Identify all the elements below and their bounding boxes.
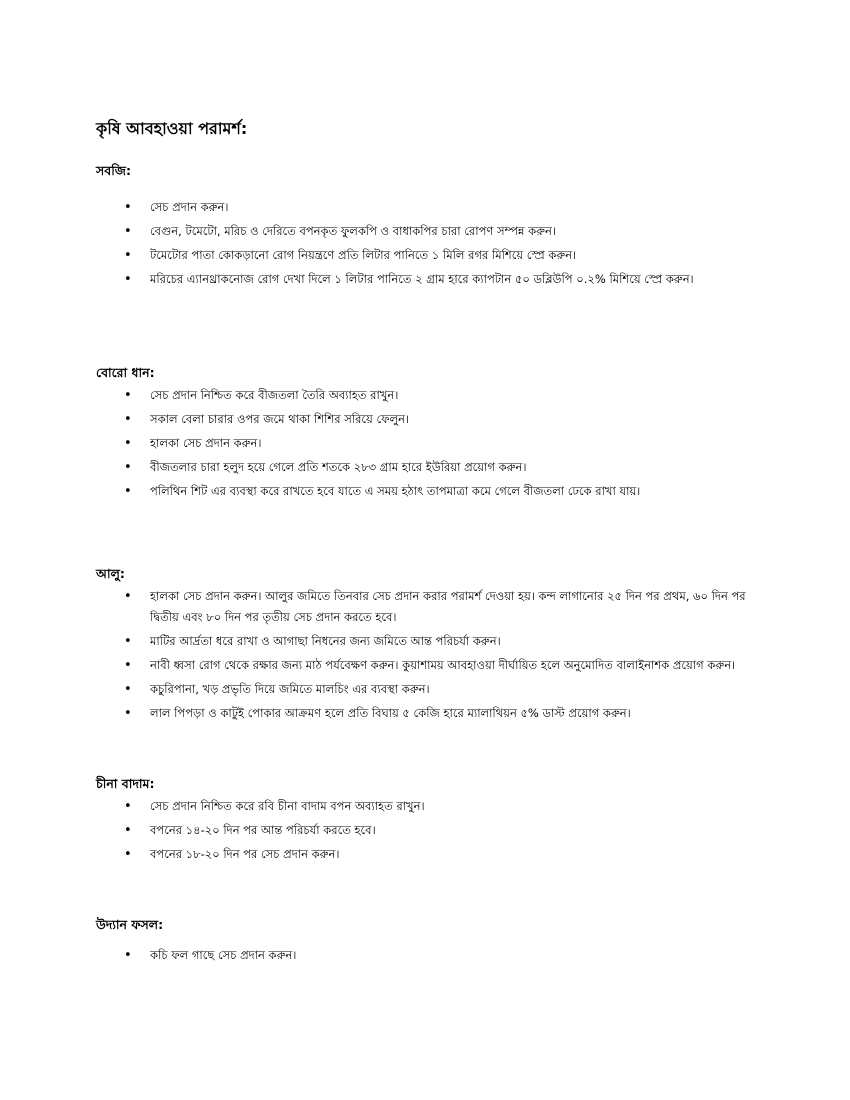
page-title: কৃষি আবহাওয়া পরামর্শ: <box>96 119 248 138</box>
section-heading: বোরো ধান: <box>96 365 155 380</box>
list-item: • সেচ প্রদান নিশ্চিত করে রবি চীনা বাদাম বপন অব্যাহত রাখুন। <box>96 796 776 817</box>
list-item: • বপনের ১৪-২০ দিন পর আন্ত পরিচর্যা করতে হবে। <box>96 820 776 841</box>
section-horticulture <box>96 916 776 966</box>
list-item: • মাটির আর্দ্রতা ধরে রাখা ও আগাছা নিধনের জন্য জমিতে আন্ত পরিচর্যা করুন। <box>96 631 776 652</box>
advice-list <box>96 385 776 502</box>
list-item: • পলিথিন শিট এর ব্যবস্থা করে রাখতে হবে যাতে এ সময় হঠাৎ তাপমাত্রা কমে গেলে বীজতলা ঢেকে রাখা যায়। <box>96 481 776 502</box>
list-item: • হালকা সেচ প্রদান করুন। <box>96 433 776 454</box>
list-item: • সেচ প্রদান করুন। <box>96 197 776 218</box>
section-boro-rice <box>96 364 776 502</box>
list-item: • সকাল বেলা চারার ওপর জমে থাকা শিশির সরিয়ে ফেলুন। <box>96 409 776 430</box>
list-item: • নাবী ধ্বসা রোগ থেকে রক্ষার জন্য মাঠ পর্যবেক্ষণ করুন। কুয়াশাময় আবহাওয়া দীর্ঘায়িত হলে অনুমোদিত বালাইনাশক প্রয়োগ করুন। <box>96 655 776 676</box>
advice-list <box>96 197 776 290</box>
list-item: • হালকা সেচ প্রদান করুন। আলুর জমিতে তিনবার সেচ প্রদান করার পরামর্শ দেওয়া হয়। কন্দ লাগানোর ২৫ দিন পর প্রথম, ৬০ দিন পর দ্বিতীয় এবং ৮০ দিন পর তৃতীয় সেচ প্রদান করতে হবে। <box>96 586 776 628</box>
section-groundnut <box>96 775 776 865</box>
list-item: • সেচ প্রদান নিশ্চিত করে বীজতলা তৈরি অব্যাহত রাখুন। <box>96 385 776 406</box>
list-item: • বেগুন, টমেটো, মরিচ ও দেরিতে বপনকৃত ফুলকপি ও বাধাকপির চারা রোপণ সম্পন্ন করুন। <box>96 221 776 242</box>
list-item: • কচুরিপানা, খড় প্রভৃতি দিয়ে জমিতে মালচিং এর ব্যবস্থা করুন। <box>96 679 776 700</box>
section-heading: চীনা বাদাম: <box>96 776 155 791</box>
advice-list <box>96 796 776 865</box>
section-heading: উদ্যান ফসল: <box>96 917 164 932</box>
advice-list <box>96 945 776 966</box>
advice-list <box>96 586 776 724</box>
section-heading: আলু: <box>96 566 125 581</box>
list-item: • কচি ফল গাছে সেচ প্রদান করুন। <box>96 945 776 966</box>
list-item: • বপনের ১৮-২০ দিন পর সেচ প্রদান করুন। <box>96 844 776 865</box>
section-potato <box>96 565 776 724</box>
section-heading: সবজি: <box>96 163 131 178</box>
list-item: • মরিচের এ্যানথ্রাকনোজ রোগ দেখা দিলে ১ লিটার পানিতে ২ গ্রাম হারে ক্যাপটান ৫০ ডব্লিউপি ০.২% মিশিয়ে স্প্রে করুন। <box>96 269 776 290</box>
list-item: • লাল পিপড়া ও কাটুই পোকার আক্রমণ হলে প্রতি বিঘায় ৫ কেজি হারে ম্যালাথিয়ন ৫% ডাস্ট প্রয়োগ করুন। <box>96 703 776 724</box>
section-vegetables <box>96 162 776 290</box>
list-item: • টমেটোর পাতা কোকড়ানো রোগ নিয়ন্ত্রণে প্রতি লিটার পানিতে ১ মিলি রগর মিশিয়ে স্প্রে করুন। <box>96 245 776 266</box>
list-item: • বীজতলার চারা হলুদ হয়ে গেলে প্রতি শতকে ২৮৩ গ্রাম হারে ইউরিয়া প্রয়োগ করুন। <box>96 457 776 478</box>
